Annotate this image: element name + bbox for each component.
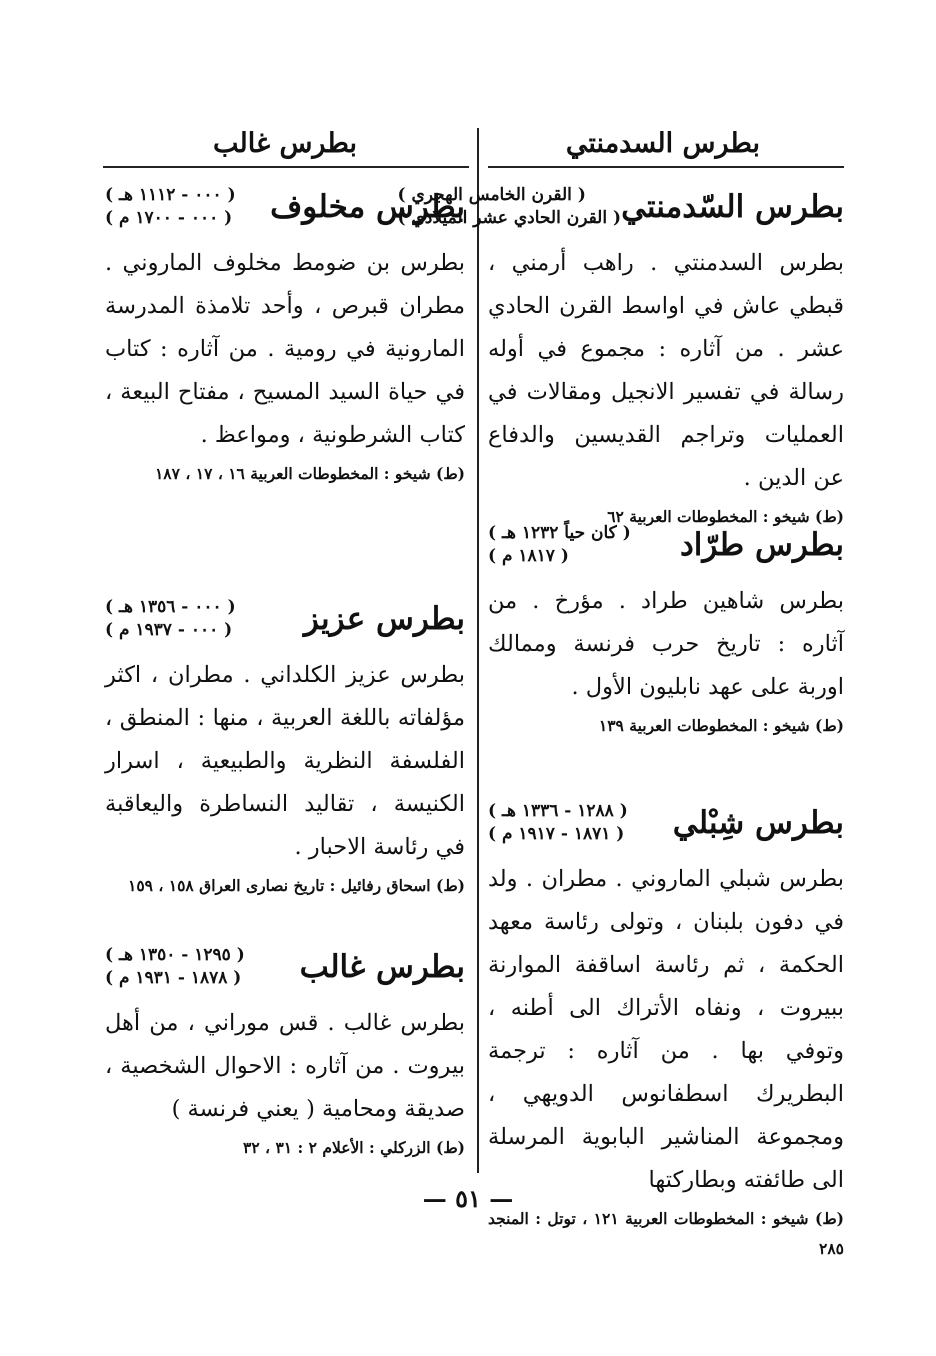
date-hijri: ( ٠٠٠ - ١٣٥٦ هـ )	[105, 597, 236, 617]
entry-dates	[105, 944, 245, 990]
entry-body: بطرس غالب . قس موراني ، من أهل بيروت . من آثاره : الاحوال الشخصية ، صديقة ومحامية ( يعني فرنسة )	[105, 1010, 465, 1122]
entry-dates	[488, 522, 631, 568]
entry-reference: (ط) الزركلي : الأعلام ٢ : ٣١ ، ٣٢	[243, 1138, 465, 1157]
left-column	[105, 176, 465, 1163]
entry-aziz	[105, 588, 465, 918]
running-head-right: بطرس السدمنتي	[565, 128, 761, 159]
entry-reference: (ط) شيخو : المخطوطات العربية ١٣٩	[598, 716, 844, 735]
date-hijri: ( القرن الخامس الهجري )	[397, 185, 586, 205]
date-hijri: ( كان حياً ١٢٣٢ هـ )	[488, 523, 631, 543]
entry-dates	[488, 800, 628, 846]
entry-body: بطرس عزيز الكلداني . مطران ، اكثر مؤلفاته باللغة العربية ، منها : المنطق ، الفلسفة النظرية والطبيعية ، اسرار الكنيسة ، تقاليد النساطرة واليعاقبة في رئاسة الاحبار .	[105, 662, 465, 860]
entry-name: بطرس شِبْلي	[672, 805, 844, 841]
entry-dates	[105, 596, 236, 642]
entry-name: بطرس السّدمنتي	[621, 189, 844, 225]
entry-header	[397, 176, 844, 238]
entry-body: بطرس شاهين طراد . مؤرخ . من آثاره : تاريخ حرب فرنسة وممالك اوربة على عهد نابليون الأول .	[488, 588, 844, 700]
date-ad: ( ١٨٧١ - ١٩١٧ م )	[488, 824, 625, 844]
date-ad: ( ١٨٧٨ - ١٩٣١ م )	[105, 968, 242, 988]
entry-ghalib	[105, 936, 465, 1163]
header-rule-right	[488, 166, 844, 168]
entry-header	[105, 176, 465, 238]
entry-header	[488, 514, 844, 576]
date-ad: ( ١٨١٧ م )	[488, 546, 569, 566]
entry-header	[105, 588, 465, 650]
date-hijri: ( ١٢٨٨ - ١٣٣٦ هـ )	[488, 801, 628, 821]
entry-name: بطرس طرّاد	[680, 527, 844, 563]
entry-dates	[105, 184, 236, 230]
date-ad: ( ٠٠٠ - ١٧٠٠ م )	[105, 208, 233, 228]
entry-sadmanti	[397, 176, 844, 526]
entry-tarrad	[488, 514, 844, 764]
entry-name: بطرس عزيز	[303, 601, 465, 637]
date-hijri: ( ١٢٩٥ - ١٣٥٠ هـ )	[105, 945, 245, 965]
entry-reference: (ط) اسحاق رفائيل : تاريخ نصارى العراق ١٥٨ ، ١٥٩	[128, 876, 465, 895]
running-head-left: بطرس غالب	[212, 128, 357, 159]
entry-header	[105, 936, 465, 998]
date-ad: ( القرن الحادي عشر الميلادي )	[397, 208, 622, 228]
page-number: — ٥١ —	[422, 1184, 514, 1213]
entry-reference: (ط) شيخو : المخطوطات العربية ١٦ ، ١٧ ، ١٨٧	[154, 464, 465, 483]
entry-makhluf	[105, 176, 465, 536]
date-ad: ( ٠٠٠ - ١٩٣٧ م )	[105, 620, 233, 640]
entry-reference: (ط) شيخو : المخطوطات العربية ٦٢	[607, 507, 844, 526]
entry-body: بطرس بن ضومط مخلوف الماروني . مطران قبرص ، وأحد تلامذة المدرسة المارونية في رومية . من آثاره : كتاب في حياة السيد المسيح ، مفتاح البيعة ، كتاب الشرطونية ، ومواعظ .	[105, 250, 465, 448]
column-divider	[477, 128, 479, 1173]
entry-name: بطرس مخلوف	[270, 189, 465, 225]
entry-shibli	[488, 792, 844, 1264]
entry-name: بطرس غالب	[299, 949, 465, 985]
entry-body: بطرس شبلي الماروني . مطران . ولد في دفون بلبنان ، وتولى رئاسة معهد الحكمة ، ثم رئاسة اساقفة الموارنة ببيروت ، ونفاه الأتراك الى أطنه ، وتوفي بها . من آثاره : ترجمة البطريرك اسطفانوس الدويهي ، ومجموعة المناشير البابوية المرسلة الى طائفته وبطاركتها	[488, 866, 844, 1193]
date-hijri: ( ٠٠٠ - ١١١٢ هـ )	[105, 185, 236, 205]
entry-header	[488, 792, 844, 854]
entry-body: بطرس السدمنتي . راهب أرمني ، قبطي عاش في اواسط القرن الحادي عشر . من آثاره : مجموع في أوله رسالة في تفسير الانجيل ومقالات في العمليات وتراجم القديسين والدفاع عن الدين .	[488, 250, 844, 491]
header-rule-left	[103, 166, 469, 168]
entry-reference: (ط) شيخو : المخطوطات العربية ١٢١ ، توتل : المنجد ٢٨٥	[488, 1209, 844, 1258]
